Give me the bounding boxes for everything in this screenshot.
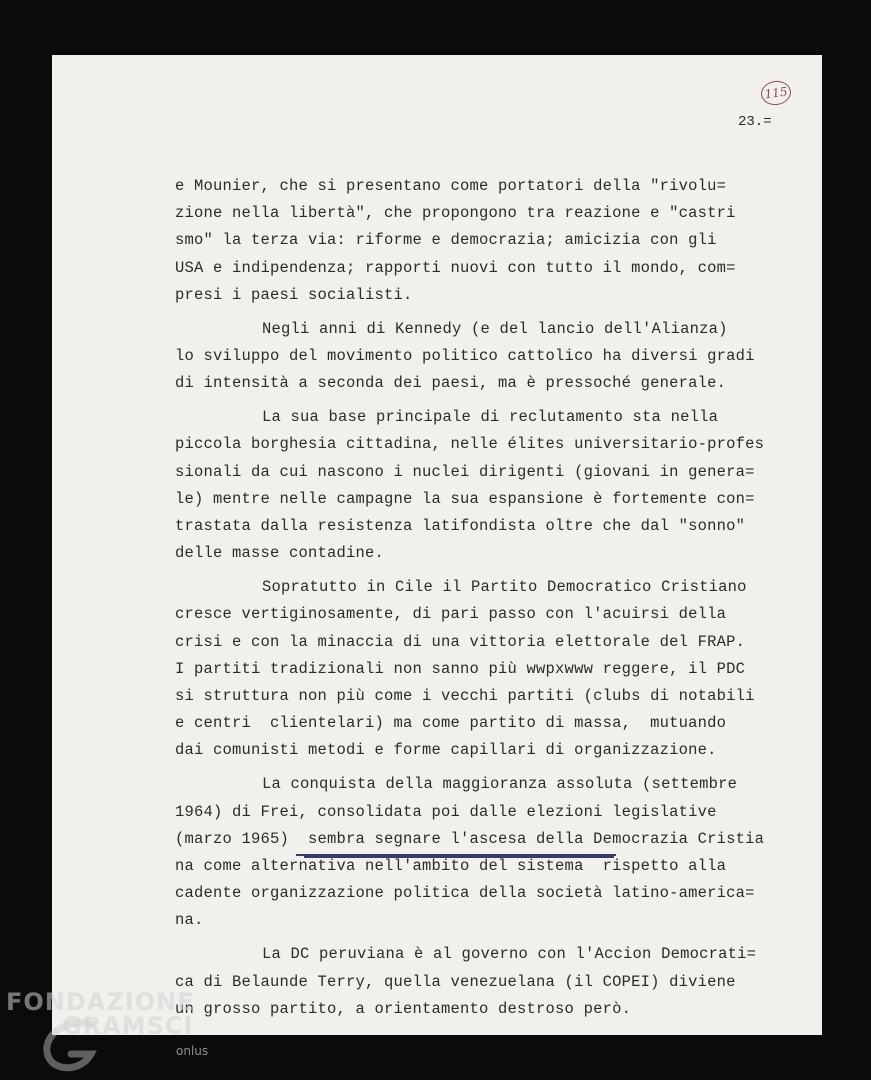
text-line: presi i paesi socialisti. — [175, 285, 413, 304]
logo-text-line3: onlus — [176, 1044, 209, 1058]
text-line: ca di Belaunde Terry, quella venezuelana (il COPEI) diviene — [175, 972, 736, 991]
text-line: lo sviluppo del movimento politico cattolico ha diversi gradi — [175, 347, 755, 365]
fondazione-gramsci-logo — [6, 988, 226, 1078]
text-line: un grosso partito, a orientamento destroso però. — [175, 999, 632, 1018]
text-line: na come alternativa nell'ambito del sistema rispetto alla — [175, 857, 727, 875]
document-page — [52, 55, 822, 1035]
text-line: si struttura non più come i vecchi partiti (clubs di notabili — [175, 687, 755, 705]
text-line: crisi e con la minaccia di una vittoria elettorale del FRAP. — [175, 632, 746, 651]
text-line: sionali da cui nascono i nuclei dirigenti (giovani in genera= — [175, 462, 755, 481]
page-number: 23.= — [738, 114, 772, 130]
text-line: trastata dalla resistenza latifondista oltre che dal "sonno" — [175, 517, 746, 535]
text-line: delle masse contadine. — [175, 544, 385, 563]
text-line: dai comunisti metodi e forme capillari di organizzazione. — [175, 741, 717, 760]
archive-number-stamp: 115 — [759, 79, 792, 107]
text-line: le) mentre nelle campagne la sua espansione è fortemente con= — [175, 489, 755, 508]
text-line: (marzo 1965) sembra segnare l'ascesa della Democrazia Cristia — [175, 829, 765, 848]
text-line: Negli anni di Kennedy (e del lancio dell'Alianza) — [262, 319, 728, 338]
text-line: na. — [175, 911, 204, 930]
text-line: e centri clientelari) ma come partito di massa, mutuando — [175, 714, 727, 733]
text-line: cresce vertiginosamente, di pari passo con l'acuirsi della — [175, 605, 727, 624]
text-line: I partiti tradizionali non sanno più wwpxwww reggere, il PDC — [175, 659, 746, 678]
text-line: La conquista della maggioranza assoluta (settembre — [262, 775, 738, 794]
logo-text-line2: GRAMSCI — [62, 1012, 194, 1040]
text-line: La sua base principale di reclutamento sta nella — [262, 408, 719, 427]
text-line: cadente organizzazione politica della società latino-america= — [175, 884, 755, 903]
text-line: e Mounier, che si presentano come portatori della "rivolu= — [175, 177, 727, 195]
text-line: 1964) di Frei, consolidata poi dalle elezioni legislative — [175, 802, 717, 821]
text-line: piccola borghesia cittadina, nelle élites universitario-profes — [175, 435, 765, 454]
handwritten-underline — [304, 856, 614, 858]
text-line: USA e indipendenza; rapporti nuovi con tutto il mondo, com= — [175, 258, 736, 277]
text-line: zione nella libertà", che propongono tra reazione e "castri — [175, 204, 736, 223]
text-line: di intensità a seconda dei paesi, ma è pressoché generale. — [175, 374, 727, 393]
text-line: La DC peruviana è al governo con l'Accion Democrati= — [262, 945, 757, 964]
text-line: Sopratutto in Cile il Partito Democratico Cristiano — [262, 578, 747, 597]
text-line: smo" la terza via: riforme e democrazia; amicizia con gli — [175, 231, 717, 250]
logo-text-line1: FONDAZIONE — [6, 988, 195, 1016]
